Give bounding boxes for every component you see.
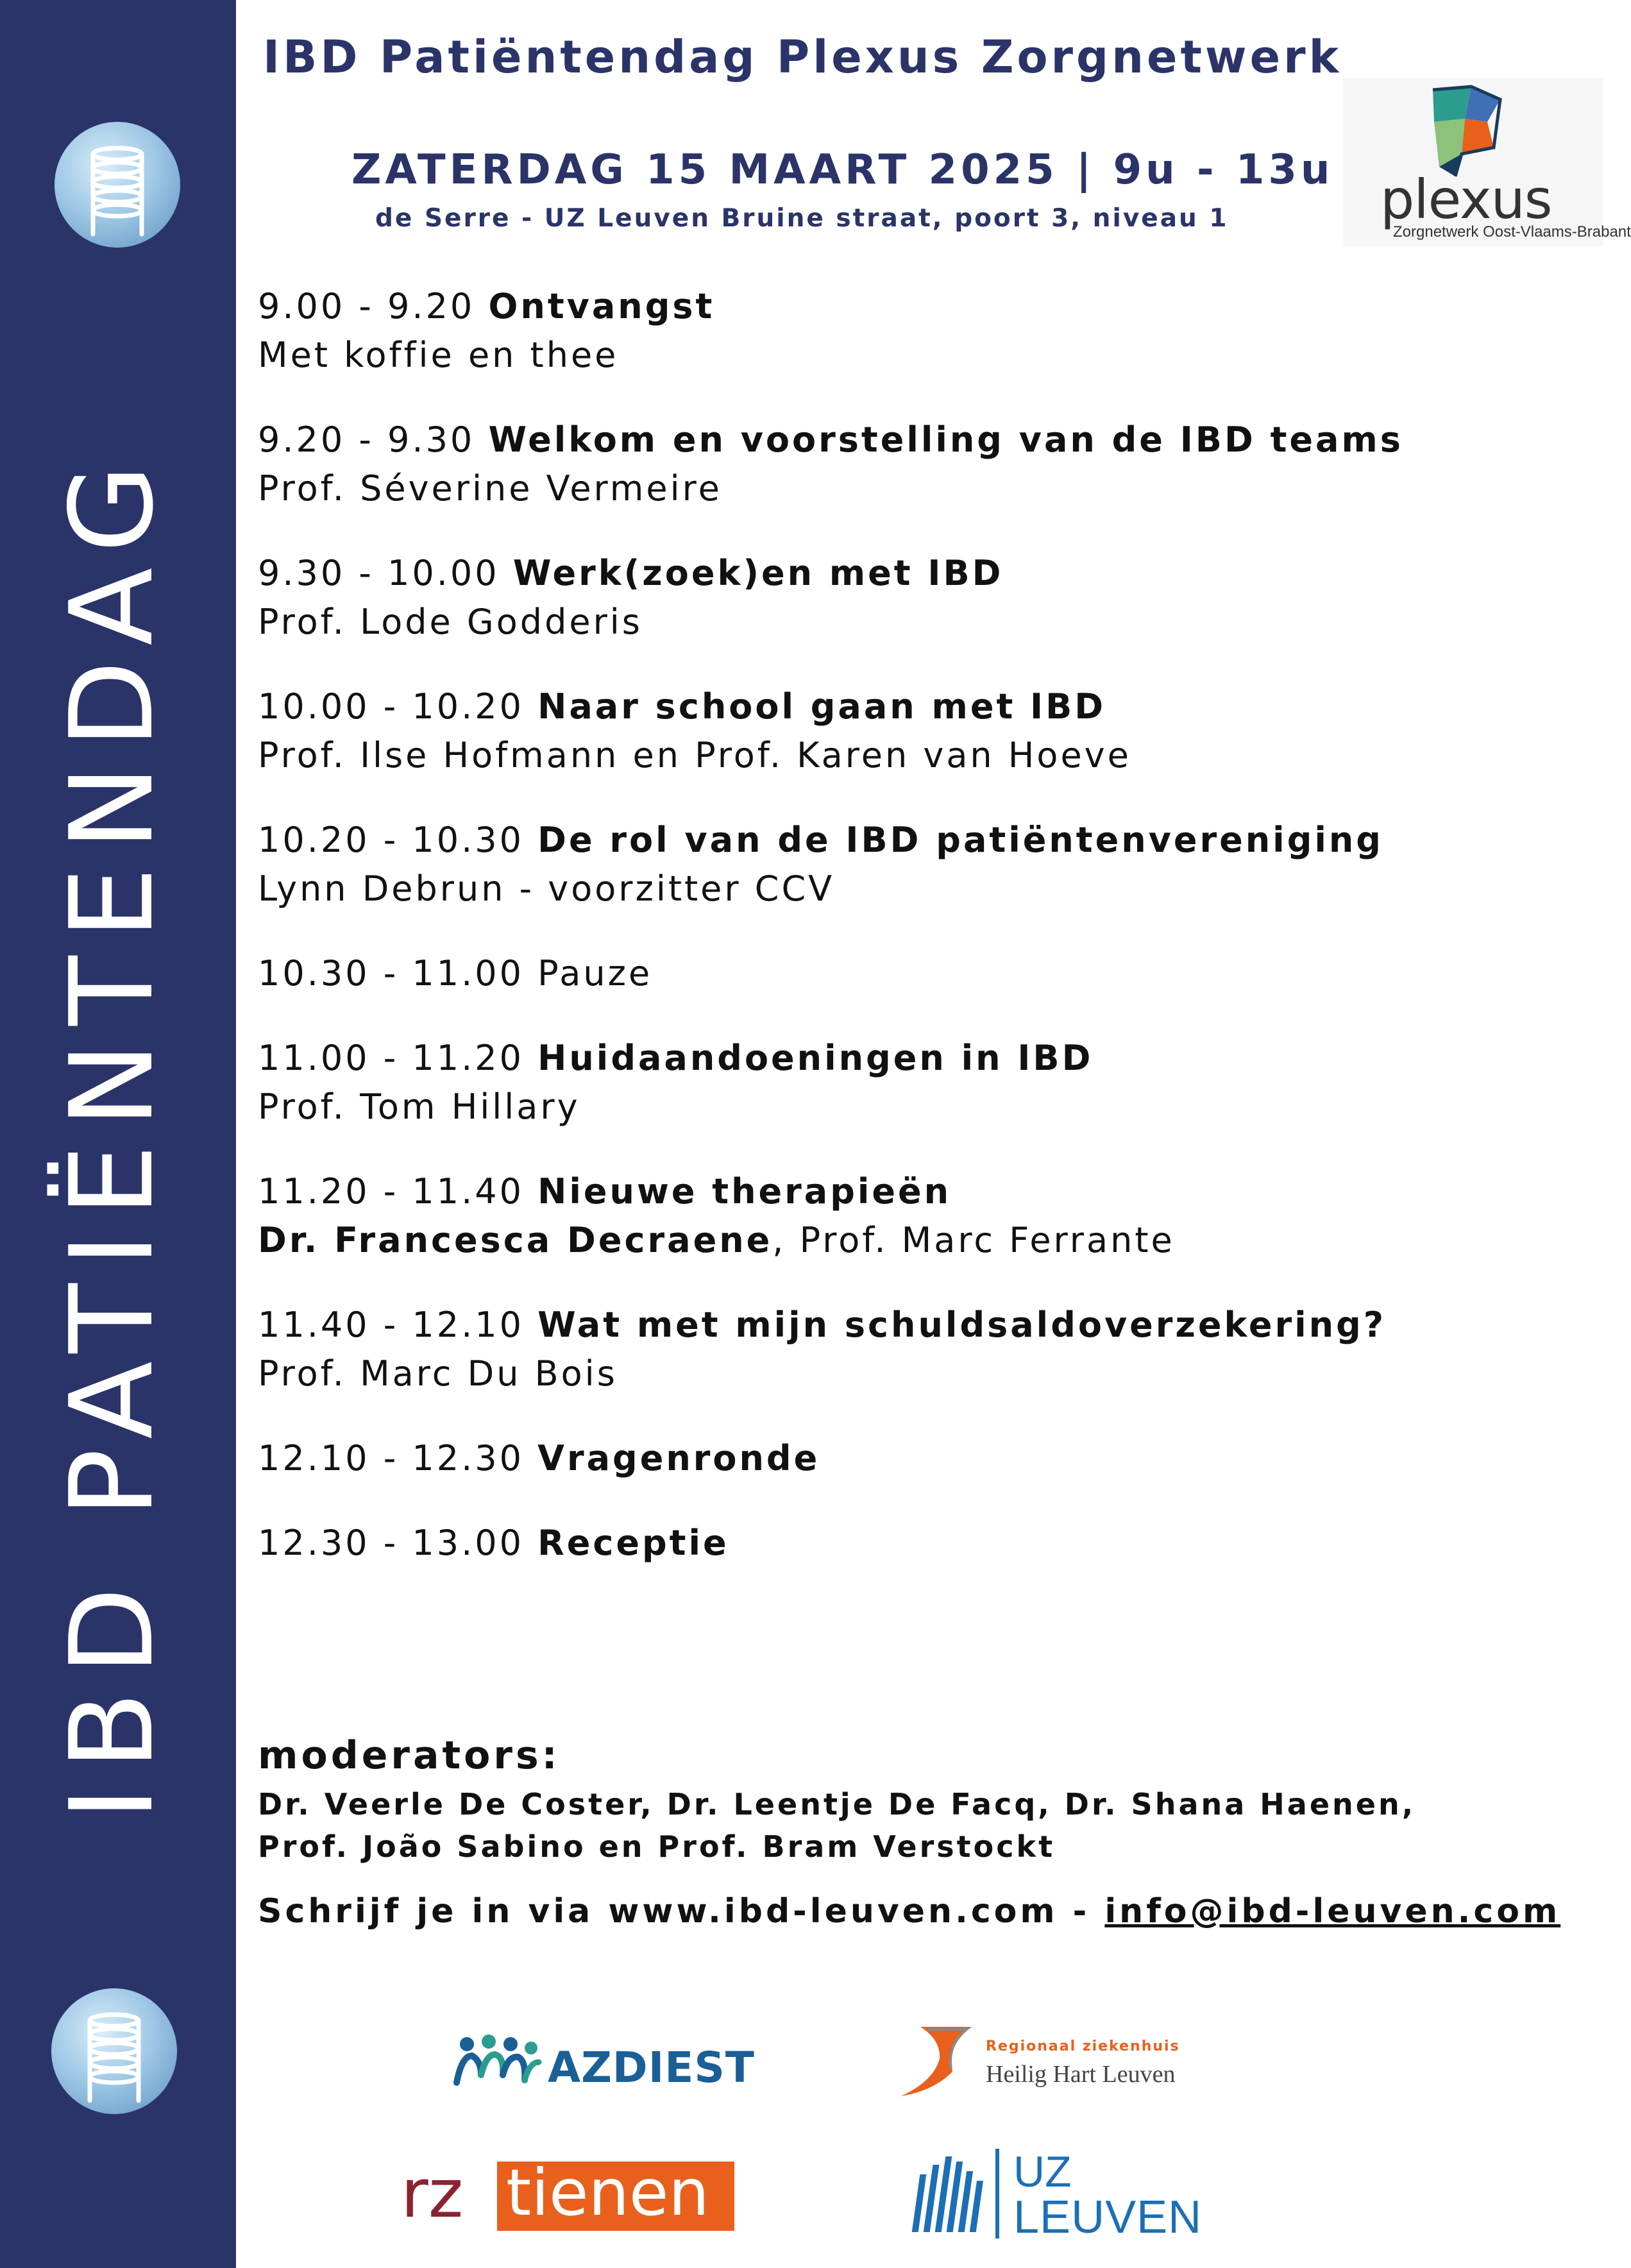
- uz-bottom-text: LEUVEN: [1013, 2192, 1203, 2243]
- agenda-item: [258, 949, 1579, 998]
- coil-logo-icon: [55, 122, 180, 248]
- azdiest-logo: [449, 2030, 755, 2101]
- heilig-hart-bottom-text: Heilig Hart Leuven: [986, 2061, 1176, 2088]
- agenda-speaker-bold: Dr. Francesca Decraene: [258, 1220, 773, 1260]
- moderators-line: Dr. Veerle De Coster, Dr. Leentje De Facq, Dr. Shana Haenen,: [258, 1787, 1416, 1822]
- heilig-hart-swoosh-icon: [895, 2020, 978, 2104]
- agenda-time: 12.30 - 13.00: [258, 1523, 524, 1563]
- plexus-logo: [1343, 78, 1631, 246]
- agenda-topic: Ontvangst: [488, 286, 715, 326]
- agenda-time: 12.10 - 12.30: [258, 1438, 524, 1478]
- moderators-heading: moderators:: [258, 1733, 561, 1778]
- page-title: IBD Patiëntendag Plexus Zorgnetwerk: [263, 31, 1342, 83]
- agenda-item: [258, 1167, 1579, 1265]
- agenda-list: [258, 282, 1579, 1604]
- uz-leuven-building-icon: [917, 2149, 1007, 2238]
- agenda-time: 11.20 - 11.40: [258, 1171, 524, 1212]
- agenda-time: 9.00 - 9.20: [258, 286, 475, 326]
- azdiest-people-icon: [449, 2030, 545, 2094]
- signup-line: [258, 1892, 1560, 1931]
- agenda-item: [258, 1301, 1579, 1398]
- agenda-item: [258, 282, 1579, 380]
- agenda-topic: Naar school gaan met IBD: [537, 686, 1106, 727]
- rz-tienen-logo: [401, 2154, 734, 2235]
- plexus-wordmark: plexus: [1380, 168, 1552, 231]
- signup-text: Schrijf je in via www.ibd-leuven.com -: [258, 1892, 1105, 1931]
- agenda-time: 10.00 - 10.20: [258, 686, 524, 727]
- agenda-time: 11.40 - 12.10: [258, 1305, 524, 1345]
- moderators-list: [258, 1783, 1416, 1868]
- signup-email-link[interactable]: info@ibd-leuven.com: [1104, 1892, 1561, 1931]
- agenda-speaker: Met koffie en thee: [258, 335, 619, 375]
- agenda-speaker: Prof. Tom Hillary: [258, 1087, 580, 1127]
- agenda-item: [258, 1434, 1579, 1483]
- agenda-topic: Nieuwe therapieën: [537, 1171, 952, 1212]
- agenda-time: 10.20 - 10.30: [258, 820, 524, 860]
- agenda-topic: Wat met mijn schuldsaldoverzekering?: [537, 1305, 1387, 1345]
- uz-leuven-logo: [917, 2149, 1238, 2245]
- agenda-speaker: Lynn Debrun - voorzitter CCV: [258, 868, 835, 909]
- plexus-mark-icon: [1426, 83, 1510, 180]
- agenda-speaker: Prof. Séverine Vermeire: [258, 468, 722, 509]
- heilig-hart-logo: [895, 2020, 1183, 2104]
- plexus-subtitle: Zorgnetwerk Oost-Vlaams-Brabant: [1393, 223, 1631, 241]
- agenda-speaker-rest: , Prof. Marc Ferrante: [772, 1220, 1175, 1260]
- agenda-speaker: Prof. Marc Du Bois: [258, 1353, 618, 1394]
- agenda-item: [258, 416, 1579, 513]
- agenda-speaker: Prof. Ilse Hofmann en Prof. Karen van Hoeve: [258, 735, 1131, 775]
- agenda-item: [258, 1034, 1579, 1131]
- agenda-topic: Vragenronde: [537, 1438, 820, 1478]
- sidebar: [0, 0, 236, 2268]
- tienen-text: tienen: [506, 2155, 709, 2230]
- tienen-box: [497, 2155, 734, 2231]
- coil-logo-bottom-icon: [51, 1988, 177, 2114]
- agenda-time: 10.30 - 11.00 Pauze: [258, 953, 653, 994]
- event-date: ZATERDAG 15 MAART 2025 | 9u - 13u: [351, 146, 1334, 194]
- agenda-speaker: Prof. Lode Godderis: [258, 602, 643, 642]
- agenda-item: [258, 549, 1579, 647]
- agenda-topic: Welkom en voorstelling van de IBD teams: [488, 419, 1403, 460]
- heilig-hart-top-text: Regionaal ziekenhuis: [986, 2038, 1180, 2054]
- agenda-topic: Receptie: [537, 1523, 729, 1563]
- agenda-topic: De rol van de IBD patiëntenvereniging: [537, 820, 1383, 860]
- sidebar-title: IBD PATIËNTENDAG: [46, 448, 178, 1820]
- moderators-line: Prof. João Sabino en Prof. Bram Verstockt: [258, 1829, 1056, 1864]
- event-venue: de Serre - UZ Leuven Bruine straat, poort 3, niveau 1: [375, 204, 1229, 233]
- agenda-topic: Huidaandoeningen in IBD: [537, 1038, 1094, 1078]
- agenda-item: [258, 1519, 1579, 1568]
- agenda-speaker: [258, 1216, 1579, 1265]
- rz-text: rz: [401, 2154, 464, 2233]
- agenda-item: [258, 682, 1579, 780]
- agenda-time: 11.00 - 11.20: [258, 1038, 524, 1078]
- agenda-item: [258, 816, 1579, 913]
- agenda-topic: Werk(zoek)en met IBD: [512, 553, 1004, 593]
- azdiest-wordmark: AZDIEST: [548, 2043, 755, 2092]
- uz-top-text: UZ: [1013, 2147, 1072, 2196]
- agenda-time: 9.30 - 10.00: [258, 553, 513, 593]
- agenda-time: 9.20 - 9.30: [258, 419, 489, 460]
